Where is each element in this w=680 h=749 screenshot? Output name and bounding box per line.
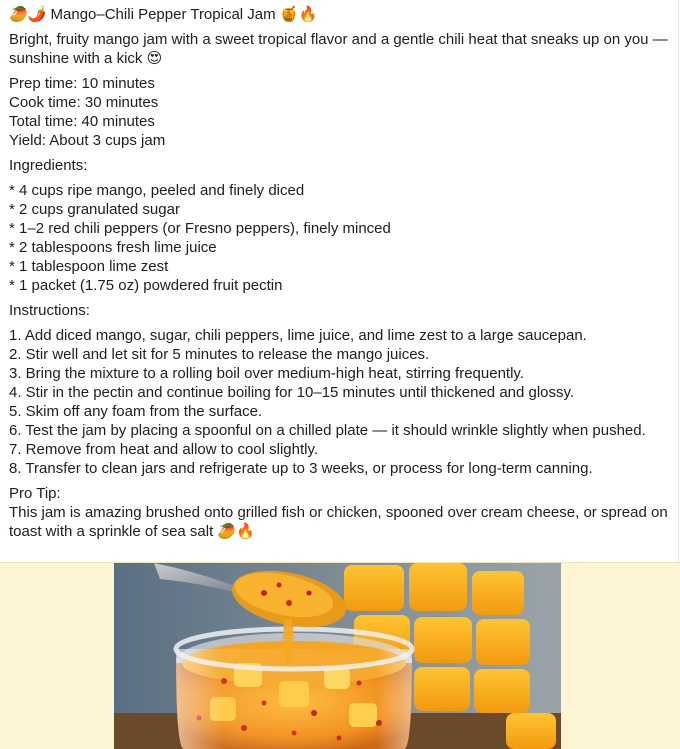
total-time: Total time: 40 minutes (9, 113, 155, 130)
instruction-step: 4. Stir in the pectin and continue boiling for 10–15 minutes until thickened and glossy. (9, 384, 575, 401)
post-media[interactable] (0, 562, 680, 749)
ingredient-item: * 1 packet (1.75 oz) powdered fruit pectin (9, 277, 283, 294)
instructions-heading: Instructions: (9, 302, 90, 319)
instruction-step: 7. Remove from heat and allow to cool slightly. (9, 441, 319, 458)
instructions-list (9, 326, 669, 478)
pro-tip-text: This jam is amazing brushed onto grilled fish or chicken, spooned over cream cheese, or spread on toast with a sprinkle of sea salt 🥭🔥 (9, 504, 668, 540)
instruction-step: 3. Bring the mixture to a rolling boil over medium-high heat, stirring frequently. (9, 365, 524, 382)
post-intro: Bright, fruity mango jam with a sweet tropical flavor and a gentle chili heat that sneaks up on you — sunshine with a kick 😍 (9, 31, 668, 67)
jam-photo-illustration (114, 563, 561, 749)
ingredient-item: * 1 tablespoon lime zest (9, 258, 169, 275)
ingredient-item: * 4 cups ripe mango, peeled and finely diced (9, 182, 305, 199)
yield: Yield: About 3 cups jam (9, 132, 166, 149)
ingredients-heading: Ingredients: (9, 157, 88, 174)
ingredient-item: * 1–2 red chili peppers (or Fresno peppers), finely minced (9, 220, 391, 237)
cook-time: Cook time: 30 minutes (9, 94, 159, 111)
ingredient-item: * 2 cups granulated sugar (9, 201, 180, 218)
ingredient-item: * 2 tablespoons fresh lime juice (9, 239, 217, 256)
prep-time: Prep time: 10 minutes (9, 75, 155, 92)
ingredients-list (9, 181, 669, 295)
instruction-step: 1. Add diced mango, sugar, chili peppers, lime juice, and lime zest to a large saucepan. (9, 327, 587, 344)
instruction-step: 2. Stir well and let sit for 5 minutes to release the mango juices. (9, 346, 430, 363)
instruction-step: 5. Skim off any foam from the surface. (9, 403, 263, 420)
instruction-step: 8. Transfer to clean jars and refrigerate up to 3 weeks, or process for long-term canning. (9, 460, 593, 477)
instruction-step: 6. Test the jam by placing a spoonful on a chilled plate — it should wrinkle slightly when pushed. (9, 422, 646, 439)
post-title: 🥭🌶️ Mango–Chili Pepper Tropical Jam 🍯🔥 (9, 6, 318, 23)
pro-tip-heading: Pro Tip: (9, 485, 61, 502)
jam-photo[interactable] (114, 563, 561, 749)
recipe-times (9, 74, 669, 150)
